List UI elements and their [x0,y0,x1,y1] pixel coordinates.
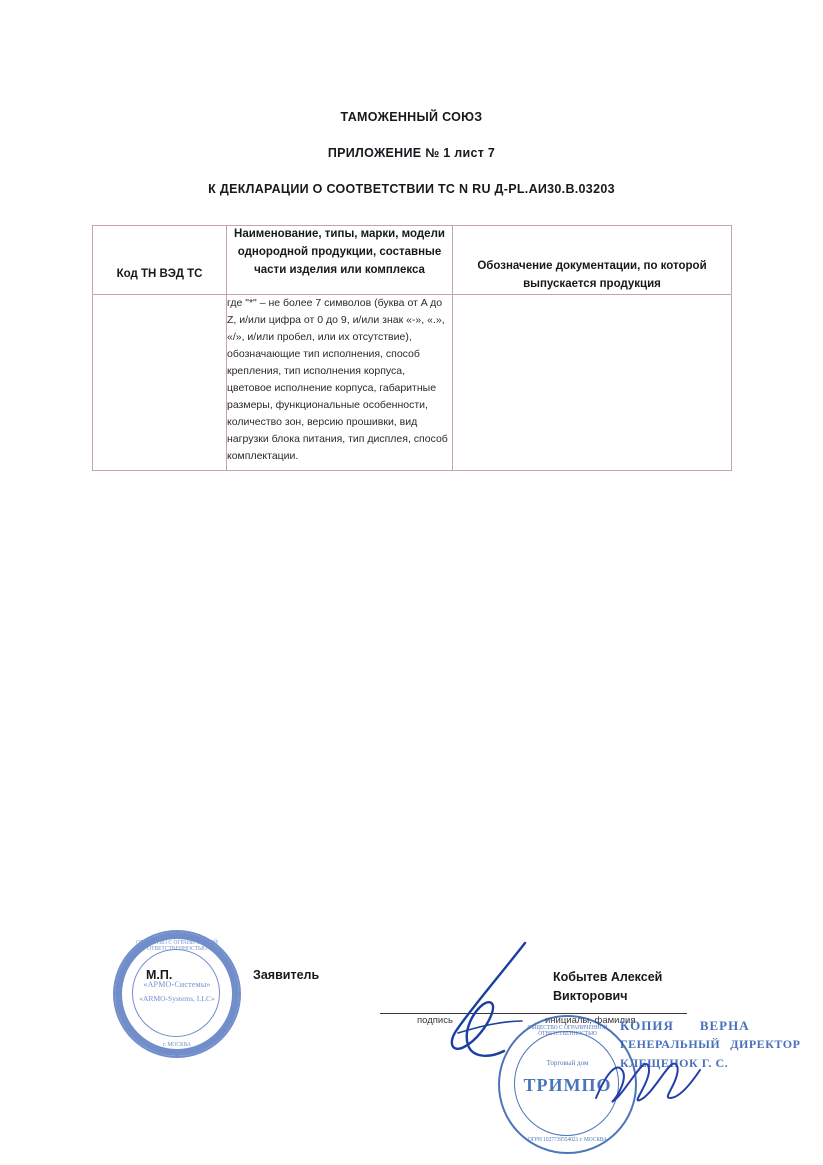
cell-name: где "*" – не более 7 символов (буква от A до Z, и/или цифра от 0 до 9, и/или знак «-», «.», «/», и/или пробел, или их отсутствие), обозначающие тип исполнения, способ крепления, тип исполнения корпуса, цветовое исполнение корпуса, габаритные размеры, функциональные особенности, количество зон, версию прошивки, вид нагрузки блока питания, тип дисплея, способ комплектации. [227,294,453,470]
signature-line [380,1013,687,1014]
copy-true-person: КЛЕЩЕНОК Г. С. [620,1056,729,1070]
document-header [0,110,823,196]
product-table [92,225,732,471]
armo-seal-arc-bottom: г. МОСКВА [162,1042,192,1048]
table-header-code: Код ТН ВЭД ТС [93,226,227,295]
trimpo-seal-sub: Торговый дом [546,1059,589,1067]
armo-seal-line1: «АРМО-Системы» [143,980,211,989]
table-header-row [93,226,732,295]
signer-name: Кобытев Алексей Викторович [553,970,663,1003]
trimpo-seal-arc-top: ОБЩЕСТВО С ОГРАНИЧЕННОЙ ОТВЕТСТВЕННОСТЬЮ [527,1025,608,1037]
cell-code [93,294,227,470]
seal-label: М.П. [146,968,173,982]
header-line-appendix: ПРИЛОЖЕНИЕ № 1 лист 7 [327,146,496,160]
applicant-label: Заявитель [253,968,320,982]
armo-seal-stamp [113,930,241,1058]
table-row [93,294,732,470]
armo-seal-inner-ring [132,949,220,1037]
armo-seal-arc-top: ОБЩЕСТВО С ОГРАНИЧЕННОЙ ОТВЕТСТВЕННОСТЬЮ [136,940,218,952]
trimpo-seal-stamp [498,1015,637,1154]
signature-caption: подпись [417,1015,453,1026]
copy-true-role1: ГЕНЕРАЛЬНЫЙ [620,1037,721,1051]
table-header-name: Наименование, типы, марки, модели однородной продукции, составные части изделия или комплекса [227,226,453,295]
copy-true-stamp [620,1018,810,1071]
copy-true-word2: ВЕРНА [699,1018,750,1033]
armo-seal-line2: «ARMO-Systems, LLC» [139,994,215,1003]
trimpo-seal-arc-bottom: ОГРН 1027739554021 г. МОСКВА [527,1137,608,1143]
copy-true-word1: КОПИЯ [620,1018,674,1033]
initials-caption: инициалы, фамилия [545,1015,636,1026]
header-line-declaration: К ДЕКЛАРАЦИИ О СООТВЕТСТВИИ ТС N RU Д-PL.АИ30.В.03203 [208,182,615,196]
copy-true-role2: ДИРЕКТОР [730,1037,801,1051]
header-line-union: ТАМОЖЕННЫЙ СОЮЗ [340,110,483,124]
trimpo-seal-brand: ТРИМПО [523,1075,612,1095]
cell-doc [453,294,732,470]
table-header-doc: Обозначение документации, по которой выпускается продукция [453,226,732,295]
